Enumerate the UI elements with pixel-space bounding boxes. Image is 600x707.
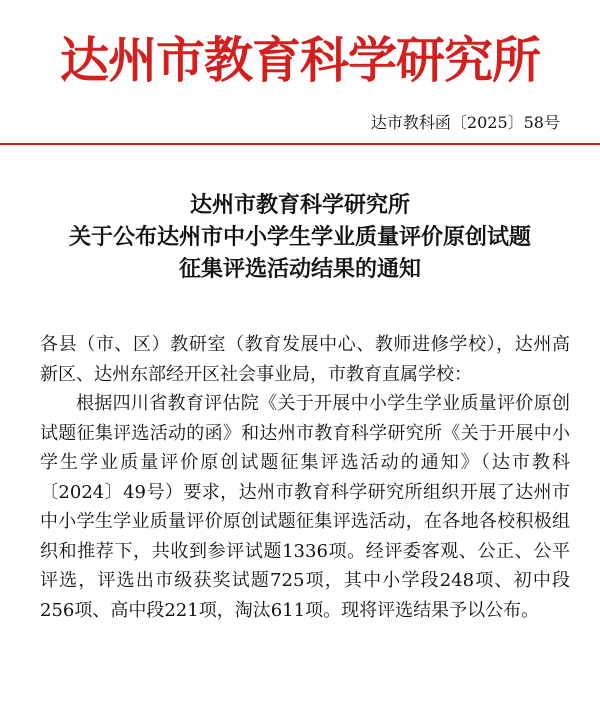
salutation: 各县（市、区）教研室（教育发展中心、教师进修学校），达州高新区、达州东部经开区社会事业局，市教育直属学校： — [40, 334, 570, 385]
organization-letterhead: 达州市教育科学研究所 — [59, 31, 540, 89]
letterhead-divider — [0, 143, 600, 145]
notice-title — [0, 190, 600, 286]
title-line-2: 关于公布达州市中小学生学业质量评价原创试题 — [68, 225, 531, 250]
title-line-3: 征集评选活动结果的通知 — [178, 257, 421, 282]
notice-body — [40, 330, 570, 625]
body-paragraph: 根据四川省教育评估院《关于开展中小学生学业质量评价原创试题征集评选活动的函》和达州市教育科学研究所《关于开展中小学生学业质量评价原创试题征集评选活动的通知》（达市教科〔2024〕49号）要求，达州市教育科学研究所组织开展了达州市中小学生学业质量评价原创试题征集评选活动，在各地各校积极组织和推荐下，共收到参评试题1336项。经评委客观、公正、公平评选，评选出市级获奖试题725项，其中小学段248项、初中段256项、高中段221项，淘汰611项。现将评选结果予以公布。 — [40, 393, 570, 621]
title-line-1: 达州市教育科学研究所 — [189, 193, 410, 218]
document-number: 达市教科函〔2025〕58号 — [370, 113, 560, 132]
